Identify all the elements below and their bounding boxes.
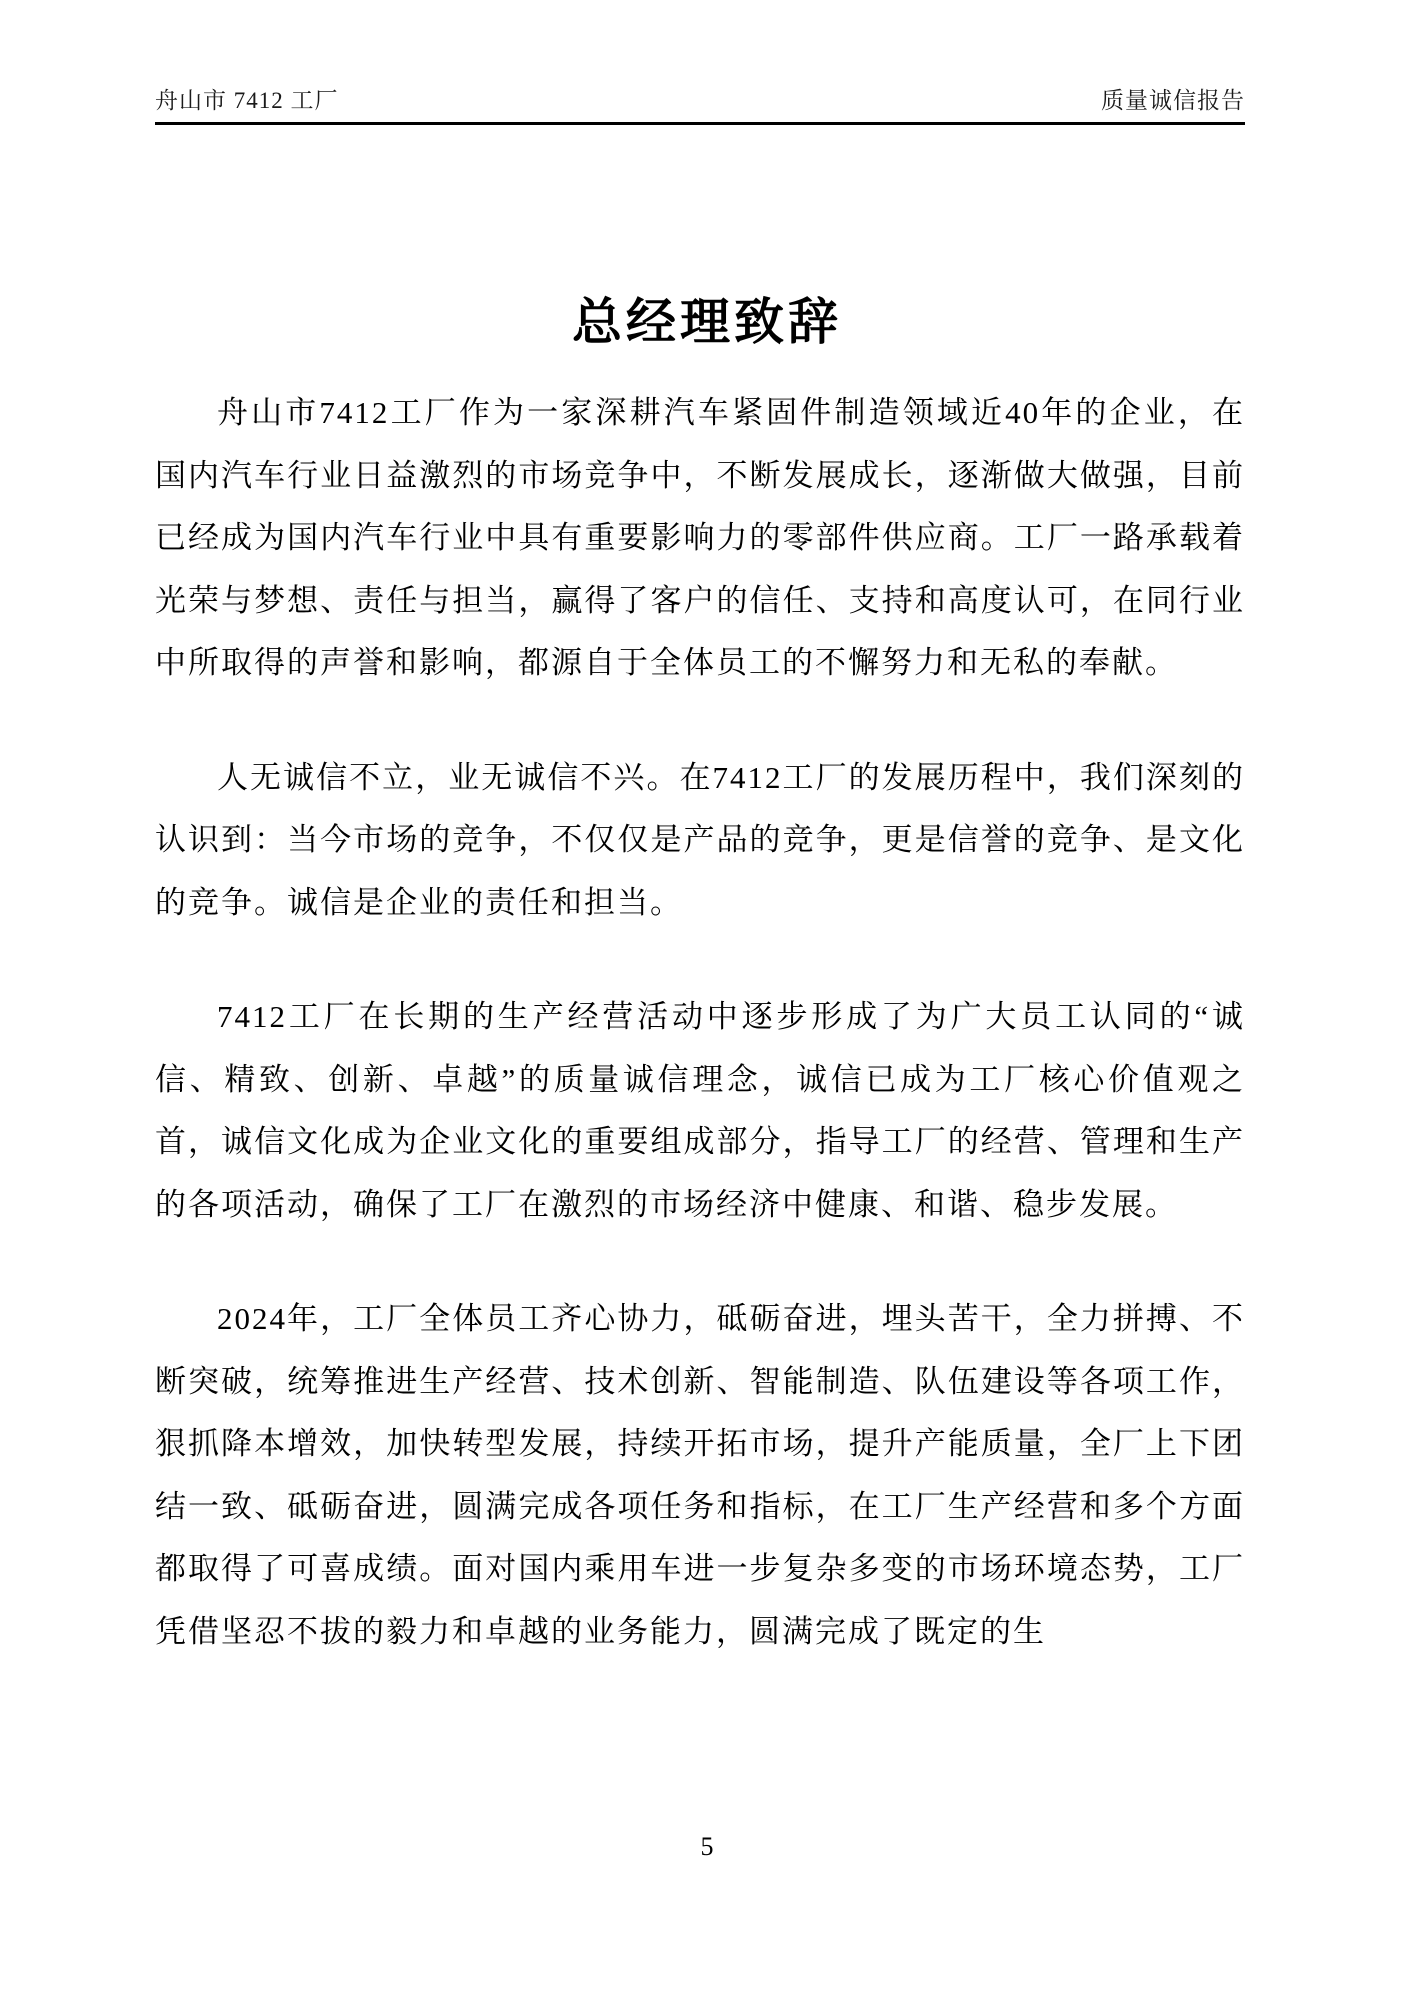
page-header — [155, 82, 1245, 115]
body-paragraph-3: 7412工厂在长期的生产经营活动中逐步形成了为广大员工认同的“诚信、精致、创新、卓越”的质量诚信理念，诚信已成为工厂核心价值观之首，诚信文化成为企业文化的重要组成部分，指导工厂的经营、管理和生产的各项活动，确保了工厂在激烈的市场经济中健康、和谐、稳步发展。 — [155, 999, 1245, 1222]
body-paragraph-1: 舟山市7412工厂作为一家深耕汽车紧固件制造领域近40年的企业，在国内汽车行业日益激烈的市场竞争中，不断发展成长，逐渐做大做强，目前已经成为国内汽车行业中具有重要影响力的零部件供应商。工厂一路承载着光荣与梦想、责任与担当，赢得了客户的信任、支持和高度认可，在同行业中所取得的声誉和影响，都源自于全体员工的不懈努力和无私的奉献。 — [155, 395, 1245, 680]
header-report-title: 质量诚信报告 — [1101, 88, 1245, 113]
page-number: 5 — [700, 1832, 714, 1861]
body-content — [155, 382, 1245, 1715]
body-paragraph-4: 2024年，工厂全体员工齐心协力，砥砺奋进，埋头苦干，全力拼搏、不断突破，统筹推进生产经营、技术创新、智能制造、队伍建设等各项工作，狠抓降本增效，加快转型发展，持续开拓市场，提升产能质量，全厂上下团结一致、砥砺奋进，圆满完成各项任务和指标，在工厂生产经营和多个方面都取得了可喜成绩。面对国内乘用车进一步复杂多变的市场环境态势，工厂凭借坚忍不拔的毅力和卓越的业务能力，圆满完成了既定的生 — [155, 1301, 1245, 1649]
header-company-name: 舟山市 7412 工厂 — [155, 88, 339, 113]
header-divider — [155, 122, 1245, 125]
page-title: 总经理致辞 — [572, 293, 842, 351]
body-paragraph-2: 人无诚信不立，业无诚信不兴。在7412工厂的发展历程中，我们深刻的认识到：当今市场的竞争，不仅仅是产品的竞争，更是信誉的竞争、是文化的竞争。诚信是企业的责任和担当。 — [155, 759, 1245, 920]
